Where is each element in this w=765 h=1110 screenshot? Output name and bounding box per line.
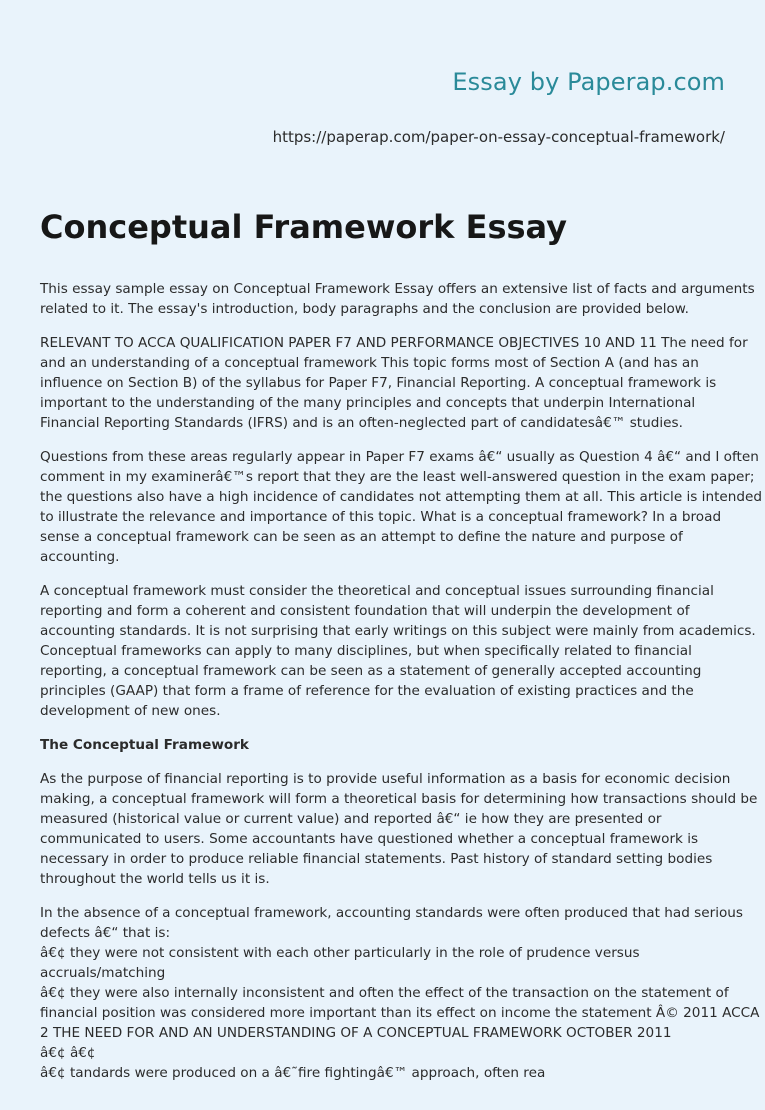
paragraph-line: â€¢ tandards were produced on a â€˜fire fightingâ€™ approach, often rea	[40, 1065, 546, 1081]
paragraph-line: â€¢ they were also internally inconsistent and often the effect of the transaction on the statement of	[40, 985, 729, 1001]
paragraph-line: and an understanding of a conceptual framework This topic forms most of Section A (and has an	[40, 355, 699, 371]
body-paragraph	[40, 447, 763, 567]
paragraph-line: This essay sample essay on Conceptual Framework Essay offers an extensive list of facts and arguments	[40, 281, 755, 297]
paragraph-line: accruals/matching	[40, 965, 166, 981]
body-paragraph	[40, 279, 755, 319]
paragraph-line: Financial Reporting Standards (IFRS) and is an often-neglected part of candidatesâ€™ studies.	[40, 415, 683, 431]
source-url[interactable]: https://paperap.com/paper-on-essay-conceptual-framework/	[272, 128, 725, 146]
paragraph-line: reporting, a conceptual framework can be seen as a statement of generally accepted accounting	[40, 663, 702, 679]
paragraph-line: 2 THE NEED FOR AND AN UNDERSTANDING OF A CONCEPTUAL FRAMEWORK OCTOBER 2011	[40, 1025, 672, 1041]
paragraph-line: In the absence of a conceptual framework, accounting standards were often produced that had serious	[40, 905, 743, 921]
paragraph-line: accounting.	[40, 549, 120, 565]
paragraph-line: A conceptual framework must consider the theoretical and conceptual issues surrounding financial	[40, 583, 714, 599]
paragraph-line: to illustrate the relevance and importance of this topic. What is a conceptual framework? In a broad	[40, 509, 722, 525]
paragraph-line: reporting and form a coherent and consistent foundation that will underpin the development of	[40, 603, 690, 619]
paragraph-line: RELEVANT TO ACCA QUALIFICATION PAPER F7 AND PERFORMANCE OBJECTIVES 10 AND 11 The need for	[40, 335, 748, 351]
body-paragraph	[40, 581, 756, 721]
paragraph-line: sense a conceptual framework can be seen as an attempt to define the nature and purpose of	[40, 529, 683, 545]
paragraph-line: communicated to users. Some accountants have questioned whether a conceptual framework is	[40, 831, 699, 847]
body-paragraph	[40, 903, 760, 1083]
paragraph-line: financial position was considered more important than its effect on income the statement Â© 2011 ACCA	[40, 1005, 760, 1021]
paragraph-line: development of new ones.	[40, 703, 221, 719]
paragraph-line: â€¢ â€¢	[40, 1045, 96, 1061]
body-paragraph	[40, 769, 758, 889]
section-heading	[40, 735, 728, 755]
paragraph-line: related to it. The essay's introduction, body paragraphs and the conclusion are provided below.	[40, 301, 690, 317]
paragraph-line: measured (historical value or current value) and reported â€“ ie how they are presented or	[40, 811, 662, 827]
paragraph-line: influence on Section B) of the syllabus for Paper F7, Financial Reporting. A conceptual framework is	[40, 375, 717, 391]
paragraph-line: Conceptual frameworks can apply to many disciplines, but when specifically related to financial	[40, 643, 692, 659]
site-brand[interactable]: Essay by Paperap.com	[452, 68, 725, 96]
paragraph-line: comment in my examinerâ€™s report that they are the least well-answered question in the exam paper;	[40, 469, 755, 485]
body-paragraph	[40, 333, 748, 433]
paragraph-line: the questions also have a high incidence of candidates not attempting them at all. This article is intended	[40, 489, 763, 505]
essay-body	[40, 279, 763, 1097]
paragraph-line: principles (GAAP) that form a frame of reference for the evaluation of existing practices and the	[40, 683, 694, 699]
paragraph-line: making, a conceptual framework will form a theoretical basis for determining how transactions should be	[40, 791, 758, 807]
paragraph-line: important to the understanding of the many principles and concepts that underpin International	[40, 395, 696, 411]
paragraph-line: defects â€“ that is:	[40, 925, 171, 941]
paragraph-line: necessary in order to produce reliable financial statements. Past history of standard setting bodies	[40, 851, 713, 867]
essay-title: Conceptual Framework Essay	[40, 208, 568, 246]
paragraph-line: As the purpose of financial reporting is to provide useful information as a basis for economic decision	[40, 771, 731, 787]
paragraph-line: accounting standards. It is not surprising that early writings on this subject were mainly from academics.	[40, 623, 756, 639]
paragraph-line: throughout the world tells us it is.	[40, 871, 270, 887]
paragraph-line: â€¢ they were not consistent with each other particularly in the role of prudence versus	[40, 945, 640, 961]
paragraph-line: Questions from these areas regularly appear in Paper F7 exams â€“ usually as Question 4 â€“ and I often	[40, 449, 759, 465]
paragraph-line: The Conceptual Framework	[40, 737, 249, 753]
